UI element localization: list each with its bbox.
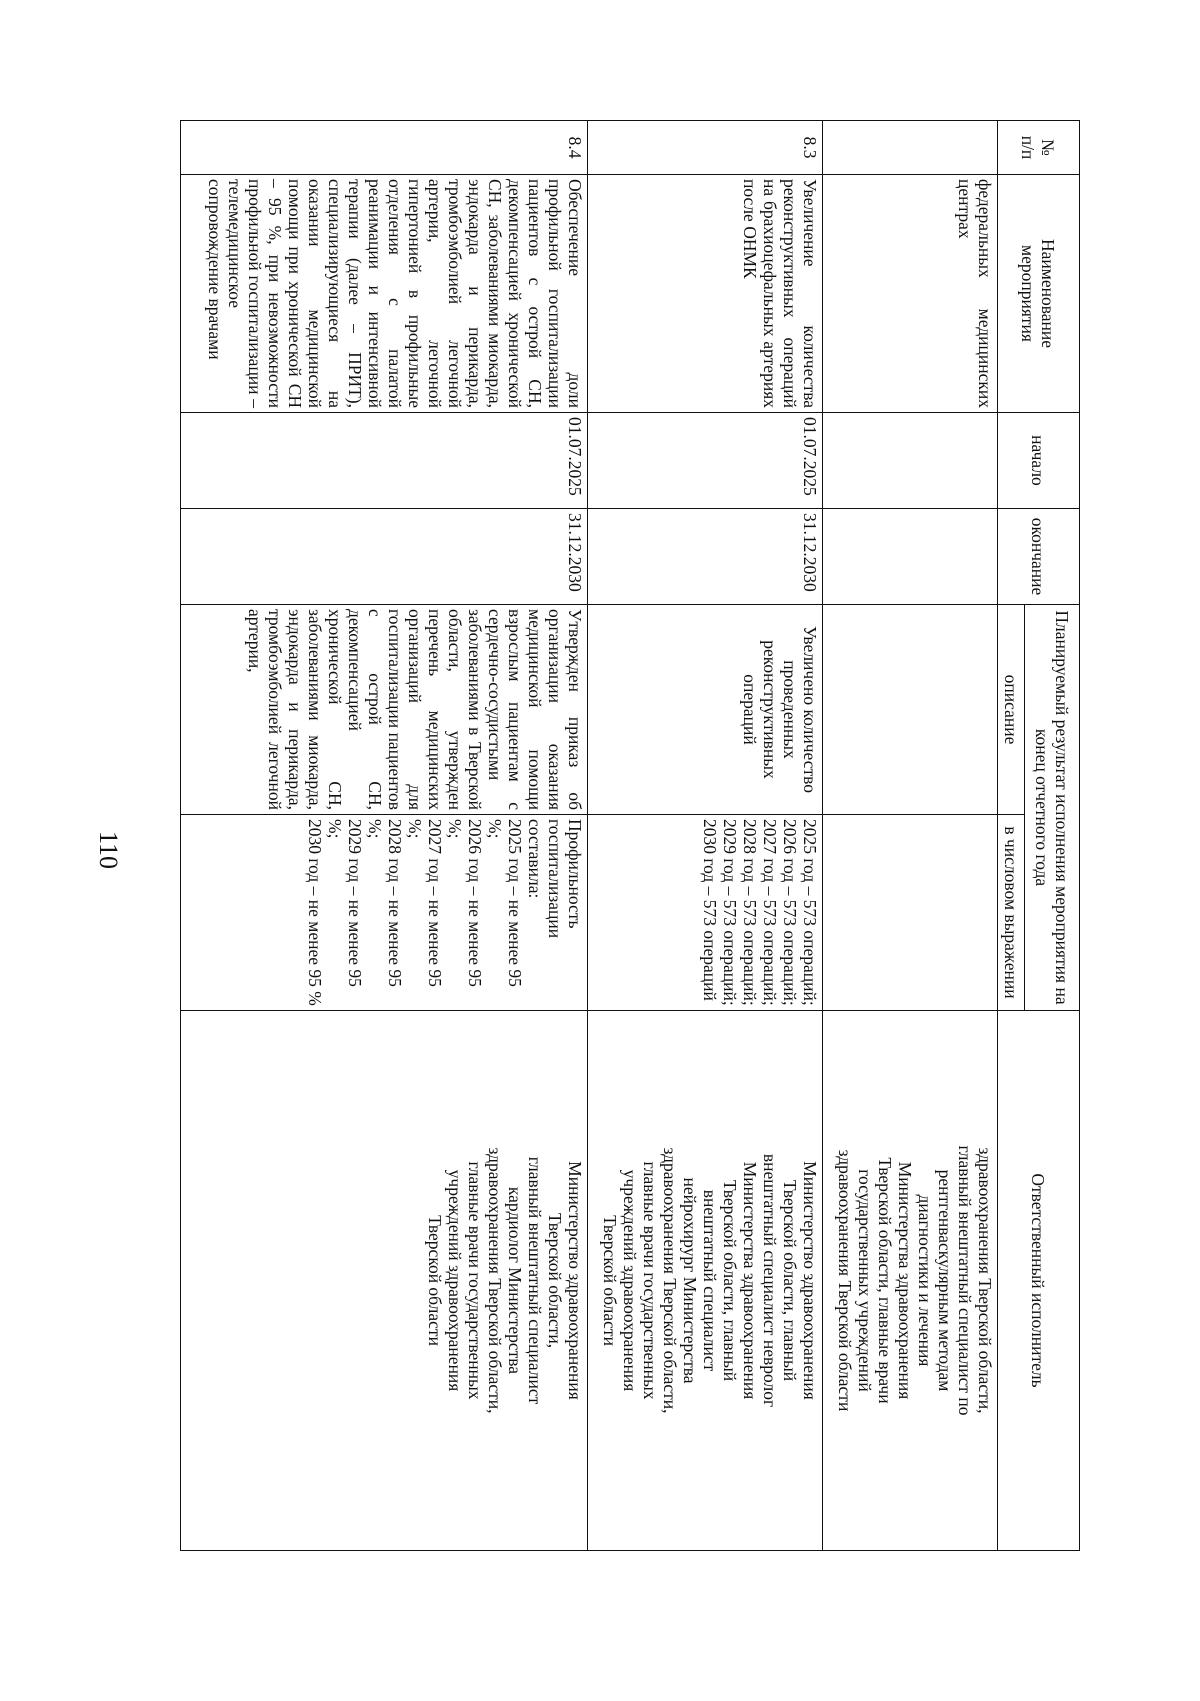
page-number: 110 [94, 830, 123, 870]
cell-end: 31.12.2030 [181, 509, 588, 605]
cell-description [823, 605, 998, 815]
cell-num: 8.3 [588, 121, 823, 175]
table-row [588, 121, 823, 1551]
cell-name: Обеспечение доли профильной госпитализации пациентов с острой СН, декомпенсацией хронической СН, заболеваниями миокарда, эндокарда и перикарда, тромбоэмболией легочной артерии, легочной гипертонией в профильные отделения с палатой реанимации и интенсивной терапии (далее – ПРИТ), специализирующиеся на оказании медицинской помощи при хронической СН – 95 %, при невозможности профильной госпитализации – телемедицинское сопровождение врачами [181, 175, 588, 413]
header-name: Наименование мероприятия [998, 175, 1080, 413]
measures-table [180, 120, 1080, 1551]
header-description: описание [998, 605, 1025, 815]
cell-end [823, 509, 998, 605]
document-sheet [180, 120, 1080, 1550]
header-numeric: в числовом выражении [998, 815, 1025, 1011]
header-responsible: Ответственный исполнитель [998, 1011, 1080, 1551]
cell-numeric: 2025 год – 573 операций; 2026 год – 573 операций; 2027 год – 573 операций; 2028 год – 573 операций; 2029 год – 573 операций; 2030 год – 573 операций [588, 815, 823, 1011]
cell-end: 31.12.2030 [588, 509, 823, 605]
cell-numeric [823, 815, 998, 1011]
table-row [823, 121, 998, 1551]
cell-start: 01.07.2025 [588, 413, 823, 509]
cell-description: Увеличено количество проведенных реконструктивных операций [588, 605, 823, 815]
header-planned-result: Планируемый результат исполнения мероприятия на конец отчетного года [1025, 605, 1080, 1011]
cell-description: Утвержден приказ об организации оказания медицинской помощи взрослым пациентам с сердечно-сосудистыми заболеваниями в Тверской области, утвержден перечень медицинских организаций для госпитализации пациентов с острой СН, декомпенсацией хронической СН, заболеваниями миокарда, эндокарда и перикарда, тромбоэмболией легочной артерии, [181, 605, 588, 815]
cell-responsible: Министерство здравоохранения Тверской области, главный внештатный специалист кардиолог Министерства здравоохранения Тверской области, главные врачи государственных учреждений здравоохранения Тверской области [181, 1011, 588, 1551]
cell-name-line: федеральных медицинских центрах [955, 179, 995, 408]
table-row [181, 121, 588, 1551]
cell-start: 01.07.2025 [181, 413, 588, 509]
cell-numeric: Профильность госпитализации составила: 2025 год – не менее 95 %; 2026 год – не менее 95 %; 2027 год – не менее 95 %; 2028 год – не менее 95 %; 2029 год – не менее 95 %; 2030 год – не менее 95 % [181, 815, 588, 1011]
cell-name [823, 175, 998, 413]
header-row [1025, 121, 1080, 1551]
cell-responsible: здравоохранения Тверской области, главный внештатный специалист по рентгенваскулярным методам диагностики и лечения Министерства здравоохранения Тверской области, главные врачи государственных учреждений здравоохранения Тверской области [823, 1011, 998, 1551]
cell-name: Увеличение количества реконструктивных операций на брахиоцефальных артериях после ОНМК [588, 175, 823, 413]
header-start: начало [998, 413, 1080, 509]
cell-num: 8.4 [181, 121, 588, 175]
header-end: окончание [998, 509, 1080, 605]
cell-responsible: Министерство здравоохранения Тверской области, главный внештатный специалист невролог Министерства здравоохранения Тверской области, главный внештатный специалист нейрохирург Министерства здравоохранения Тверской области, главные врачи государственных учреждений здравоохранения Тверской области [588, 1011, 823, 1551]
header-num: № п/п [998, 121, 1080, 175]
cell-num [823, 121, 998, 175]
cell-start [823, 413, 998, 509]
